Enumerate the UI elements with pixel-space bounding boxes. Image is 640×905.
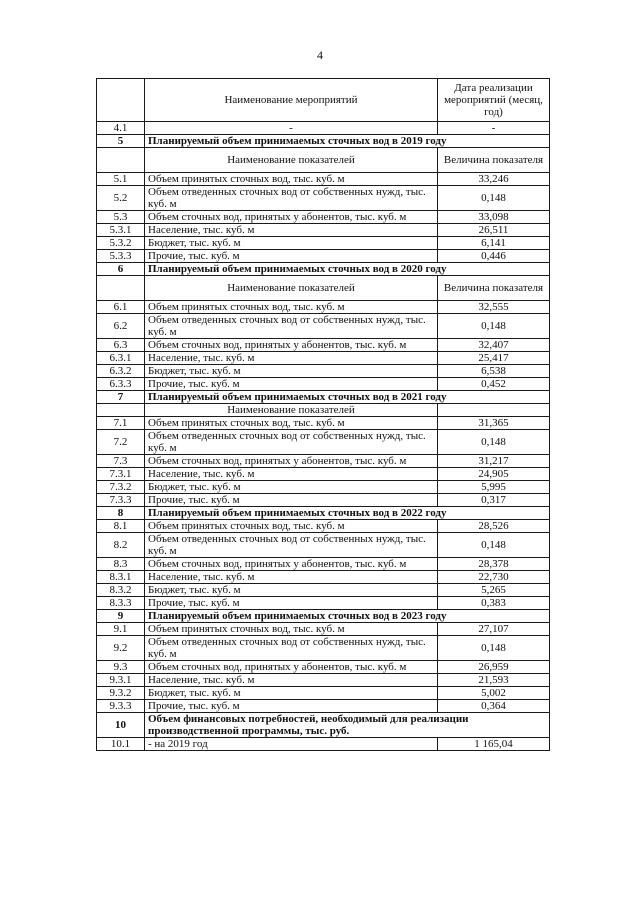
indicator-name: Объем отведенных сточных вод от собственных нужд, тыс. куб. м xyxy=(145,636,438,661)
table-row xyxy=(97,494,550,507)
indicator-name: Объем отведенных сточных вод от собственных нужд, тыс. куб. м xyxy=(145,314,438,339)
indicator-name: Объем сточных вод, принятых у абонентов, тыс. куб. м xyxy=(145,661,438,674)
table-row xyxy=(97,365,550,378)
table-row xyxy=(97,417,550,430)
row-number: 6.3.1 xyxy=(97,352,145,365)
indicator-name: Объем принятых сточных вод, тыс. куб. м xyxy=(145,301,438,314)
indicator-name: - на 2019 год xyxy=(145,738,438,751)
indicator-name: Объем принятых сточных вод, тыс. куб. м xyxy=(145,173,438,186)
section-row xyxy=(97,135,550,148)
section-title: Планируемый объем принимаемых сточных вод в 2022 году xyxy=(145,507,550,520)
row-number: 7.2 xyxy=(97,430,145,455)
table-row xyxy=(97,558,550,571)
table-row xyxy=(97,173,550,186)
row-number: 9.2 xyxy=(97,636,145,661)
table-header-row xyxy=(97,79,550,122)
indicator-value: 33,246 xyxy=(438,173,550,186)
row-number: 6.3 xyxy=(97,339,145,352)
table-row xyxy=(97,314,550,339)
indicator-name: Объем отведенных сточных вод от собственных нужд, тыс. куб. м xyxy=(145,533,438,558)
row-number: 9.3.2 xyxy=(97,687,145,700)
table-row xyxy=(97,687,550,700)
indicator-name: Население, тыс. куб. м xyxy=(145,571,438,584)
subheader-name: Наименование показателей xyxy=(145,148,438,173)
indicator-name: Население, тыс. куб. м xyxy=(145,224,438,237)
indicator-value: 0,383 xyxy=(438,597,550,610)
table-row xyxy=(97,224,550,237)
row-number: 9.3.3 xyxy=(97,700,145,713)
row-number: 9.3.1 xyxy=(97,674,145,687)
row-number: 7.3.2 xyxy=(97,481,145,494)
program-table xyxy=(96,78,550,751)
section-title: Объем финансовых потребностей, необходимый для реализации производственной программы, тыс. руб. xyxy=(145,713,550,738)
header-name-cell: Наименование мероприятий xyxy=(145,79,438,122)
page-number: 4 xyxy=(317,48,323,62)
row-number: 5.3.3 xyxy=(97,250,145,263)
row-number: 4.1 xyxy=(97,122,145,135)
table-row xyxy=(97,571,550,584)
indicator-value: 25,417 xyxy=(438,352,550,365)
table-row xyxy=(97,520,550,533)
indicator-name: Бюджет, тыс. куб. м xyxy=(145,481,438,494)
row-number: 7.1 xyxy=(97,417,145,430)
row-number: 8.3.1 xyxy=(97,571,145,584)
header-num-cell xyxy=(97,79,145,122)
table-row xyxy=(97,623,550,636)
indicator-value: 0,148 xyxy=(438,636,550,661)
subheader-name: Наименование показателей xyxy=(145,276,438,301)
indicator-name: Прочие, тыс. куб. м xyxy=(145,597,438,610)
indicator-value: 5,002 xyxy=(438,687,550,700)
section-title: Планируемый объем принимаемых сточных вод в 2020 году xyxy=(145,263,550,276)
indicator-name: Прочие, тыс. куб. м xyxy=(145,494,438,507)
table-row xyxy=(97,455,550,468)
row-number: 8.1 xyxy=(97,520,145,533)
section-row xyxy=(97,391,550,404)
table-row xyxy=(97,674,550,687)
row-number xyxy=(97,276,145,301)
table-row xyxy=(97,352,550,365)
indicator-name: Бюджет, тыс. куб. м xyxy=(145,687,438,700)
indicator-value: 0,317 xyxy=(438,494,550,507)
indicator-name: Объем принятых сточных вод, тыс. куб. м xyxy=(145,623,438,636)
table-row xyxy=(97,186,550,211)
subheader-row xyxy=(97,276,550,301)
section-number: 10 xyxy=(97,713,145,738)
table-row xyxy=(97,481,550,494)
row-number: 6.1 xyxy=(97,301,145,314)
section-title: Планируемый объем принимаемых сточных вод в 2023 году xyxy=(145,610,550,623)
table-row xyxy=(97,597,550,610)
indicator-name: Население, тыс. куб. м xyxy=(145,674,438,687)
indicator-name: Объем отведенных сточных вод от собственных нужд, тыс. куб. м xyxy=(145,186,438,211)
row-number: 9.1 xyxy=(97,623,145,636)
row-number: 9.3 xyxy=(97,661,145,674)
section-row xyxy=(97,713,550,738)
table-row xyxy=(97,584,550,597)
table-row xyxy=(97,430,550,455)
indicator-value: 26,511 xyxy=(438,224,550,237)
table-row xyxy=(97,661,550,674)
row-number: 7.3.1 xyxy=(97,468,145,481)
row-number: 6.2 xyxy=(97,314,145,339)
indicator-value: 21,593 xyxy=(438,674,550,687)
indicator-value: 0,148 xyxy=(438,533,550,558)
row-number: 5.2 xyxy=(97,186,145,211)
section-number: 7 xyxy=(97,391,145,404)
section-title: Планируемый объем принимаемых сточных вод в 2019 году xyxy=(145,135,550,148)
indicator-name: Население, тыс. куб. м xyxy=(145,352,438,365)
row-number: 8.3 xyxy=(97,558,145,571)
row-number xyxy=(97,148,145,173)
indicator-name: Объем сточных вод, принятых у абонентов, тыс. куб. м xyxy=(145,211,438,224)
indicator-value: 32,555 xyxy=(438,301,550,314)
indicator-value: 6,538 xyxy=(438,365,550,378)
section-row xyxy=(97,263,550,276)
indicator-value: 28,378 xyxy=(438,558,550,571)
indicator-value: 27,107 xyxy=(438,623,550,636)
subheader-row xyxy=(97,404,550,417)
section-number: 6 xyxy=(97,263,145,276)
header-date-cell: Дата реализации мероприятий (месяц, год) xyxy=(438,79,550,122)
table-row xyxy=(97,301,550,314)
indicator-value: 6,141 xyxy=(438,237,550,250)
indicator-value: 0,364 xyxy=(438,700,550,713)
indicator-name: Объем сточных вод, принятых у абонентов, тыс. куб. м xyxy=(145,339,438,352)
section-number: 8 xyxy=(97,507,145,520)
table-row xyxy=(97,211,550,224)
indicator-value: 24,905 xyxy=(438,468,550,481)
indicator-value: 0,148 xyxy=(438,186,550,211)
table-row xyxy=(97,250,550,263)
indicator-value: 31,217 xyxy=(438,455,550,468)
indicator-name: - xyxy=(145,122,438,135)
table-row xyxy=(97,636,550,661)
row-number: 6.3.2 xyxy=(97,365,145,378)
subheader-value: Величина показателя xyxy=(438,148,550,173)
section-number: 9 xyxy=(97,610,145,623)
row-number: 5.3.2 xyxy=(97,237,145,250)
indicator-name: Бюджет, тыс. куб. м xyxy=(145,365,438,378)
indicator-value: 0,452 xyxy=(438,378,550,391)
indicator-value: 1 165,04 xyxy=(438,738,550,751)
indicator-name: Объем принятых сточных вод, тыс. куб. м xyxy=(145,520,438,533)
section-number: 5 xyxy=(97,135,145,148)
row-number: 8.3.2 xyxy=(97,584,145,597)
indicator-value: 0,446 xyxy=(438,250,550,263)
row-number: 6.3.3 xyxy=(97,378,145,391)
section-row xyxy=(97,610,550,623)
indicator-name: Население, тыс. куб. м xyxy=(145,468,438,481)
row-number: 7.3 xyxy=(97,455,145,468)
indicator-value: 31,365 xyxy=(438,417,550,430)
row-number: 7.3.3 xyxy=(97,494,145,507)
indicator-value: 32,407 xyxy=(438,339,550,352)
row-number: 8.2 xyxy=(97,533,145,558)
subheader-name: Наименование показателей xyxy=(145,404,438,417)
indicator-name: Объем сточных вод, принятых у абонентов, тыс. куб. м xyxy=(145,558,438,571)
indicator-value: 5,265 xyxy=(438,584,550,597)
table-row xyxy=(97,700,550,713)
table-row xyxy=(97,468,550,481)
indicator-value: 0,148 xyxy=(438,314,550,339)
row-number: 10.1 xyxy=(97,738,145,751)
subheader-value xyxy=(438,404,550,417)
section-title: Планируемый объем принимаемых сточных вод в 2021 году xyxy=(145,391,550,404)
indicator-name: Объем сточных вод, принятых у абонентов, тыс. куб. м xyxy=(145,455,438,468)
section-row xyxy=(97,507,550,520)
indicator-value: 0,148 xyxy=(438,430,550,455)
indicator-name: Бюджет, тыс. куб. м xyxy=(145,237,438,250)
table-row xyxy=(97,738,550,751)
table-row xyxy=(97,533,550,558)
indicator-name: Объем отведенных сточных вод от собственных нужд, тыс. куб. м xyxy=(145,430,438,455)
indicator-value: 33,098 xyxy=(438,211,550,224)
row-number: 5.3.1 xyxy=(97,224,145,237)
subheader-value: Величина показателя xyxy=(438,276,550,301)
indicator-name: Прочие, тыс. куб. м xyxy=(145,378,438,391)
subheader-row xyxy=(97,148,550,173)
indicator-value: 5,995 xyxy=(438,481,550,494)
indicator-value: 28,526 xyxy=(438,520,550,533)
row-number: 5.1 xyxy=(97,173,145,186)
indicator-name: Объем принятых сточных вод, тыс. куб. м xyxy=(145,417,438,430)
row-number: 5.3 xyxy=(97,211,145,224)
table-row xyxy=(97,237,550,250)
row-number: 8.3.3 xyxy=(97,597,145,610)
indicator-value: - xyxy=(438,122,550,135)
indicator-name: Бюджет, тыс. куб. м xyxy=(145,584,438,597)
table-row xyxy=(97,378,550,391)
indicator-value: 22,730 xyxy=(438,571,550,584)
row-number xyxy=(97,404,145,417)
indicator-name: Прочие, тыс. куб. м xyxy=(145,700,438,713)
indicator-name: Прочие, тыс. куб. м xyxy=(145,250,438,263)
table-row xyxy=(97,339,550,352)
table-row xyxy=(97,122,550,135)
indicator-value: 26,959 xyxy=(438,661,550,674)
